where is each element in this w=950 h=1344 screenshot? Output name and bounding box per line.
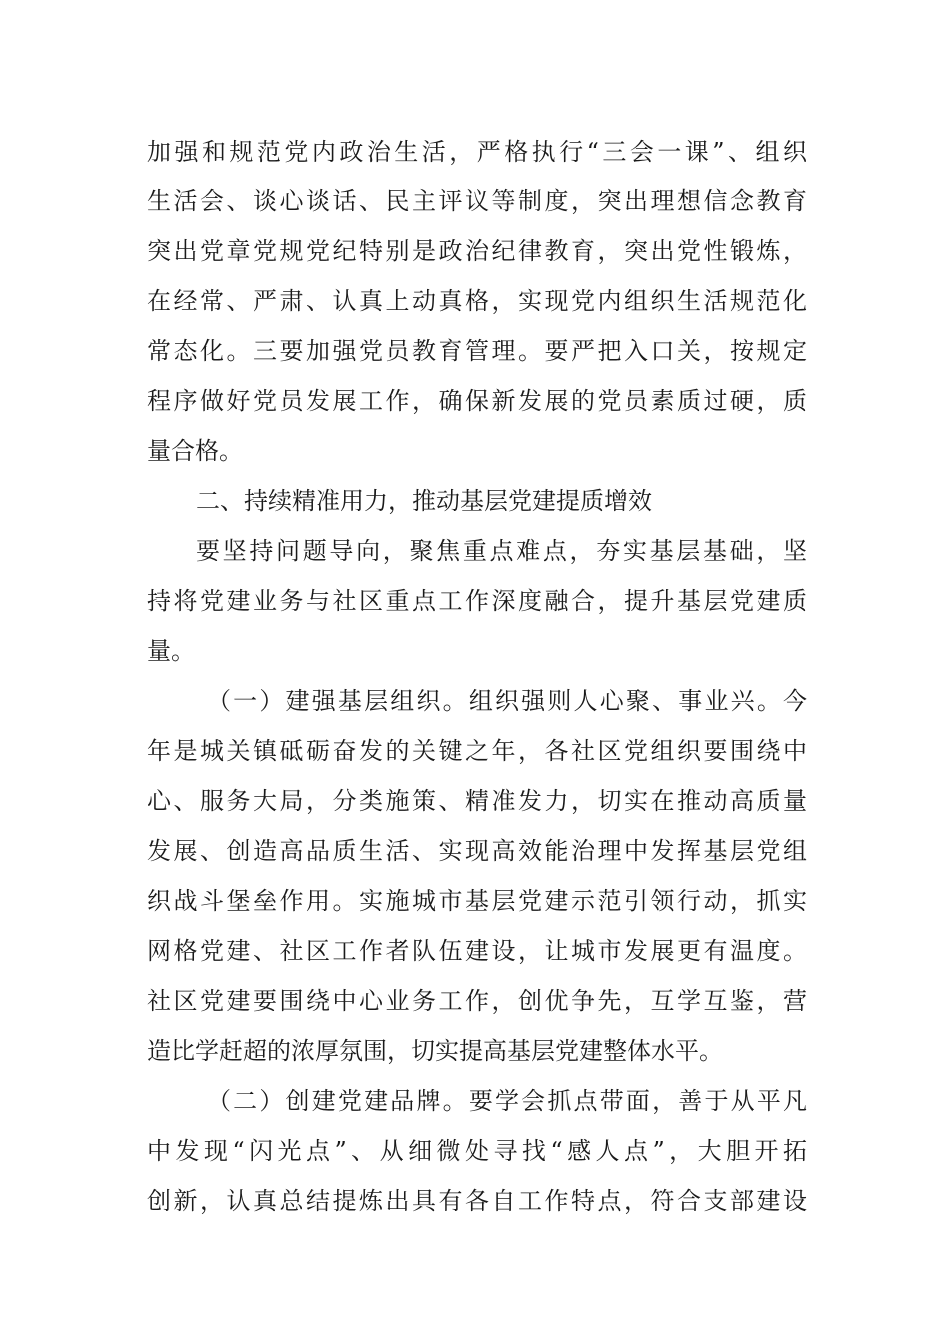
text-line: 生活会、谈心谈话、民主评议等制度，突出理想信念教育 (147, 187, 807, 215)
text-line: 网格党建、社区工作者队伍建设，让城市发展更有温度。 (147, 937, 807, 965)
text-line: （二）创建党建品牌。要学会抓点带面，善于从平凡 (207, 1087, 807, 1115)
text-line: 创新，认真总结提炼出具有各自工作特点，符合支部建设 (147, 1187, 807, 1215)
text-line: 量合格。 (147, 437, 243, 465)
text-line: 持将党建业务与社区重点工作深度融合，提升基层党建质 (147, 587, 807, 615)
text-line: 发展、创造高品质生活、实现高效能治理中发挥基层党组 (147, 837, 807, 865)
text-line: 织战斗堡垒作用。实施城市基层党建示范引领行动，抓实 (147, 887, 807, 915)
text-line: 程序做好党员发展工作，确保新发展的党员素质过硬，质 (147, 387, 807, 415)
text-line: 突出党章党规党纪特别是政治纪律教育，突出党性锻炼， (147, 237, 807, 265)
text-line: 社区党建要围绕中心业务工作，创优争先，互学互鉴，营 (147, 987, 807, 1015)
text-line: （一）建强基层组织。组织强则人心聚、事业兴。今 (207, 687, 807, 715)
text-line: 加强和规范党内政治生活，严格执行“三会一课”、组织 (147, 138, 807, 166)
text-line: 心、服务大局，分类施策、精准发力，切实在推动高质量 (147, 787, 807, 815)
section-heading: 二、持续精准用力，推动基层党建提质增效 (196, 487, 652, 515)
text-line: 年是城关镇砥砺奋发的关键之年，各社区党组织要围绕中 (147, 737, 807, 765)
text-line: 常态化。三要加强党员教育管理。要严把入口关，按规定 (147, 337, 807, 365)
text-line: 在经常、严肃、认真上动真格，实现党内组织生活规范化 (147, 287, 807, 315)
text-line: 要坚持问题导向，聚焦重点难点，夯实基层基础，坚 (196, 537, 807, 565)
text-line: 量。 (147, 637, 195, 665)
text-line: 中发现“闪光点”、从细微处寻找“感人点”，大胆开拓 (147, 1137, 807, 1165)
text-line: 造比学赶超的浓厚氛围，切实提高基层党建整体水平。 (147, 1037, 723, 1065)
